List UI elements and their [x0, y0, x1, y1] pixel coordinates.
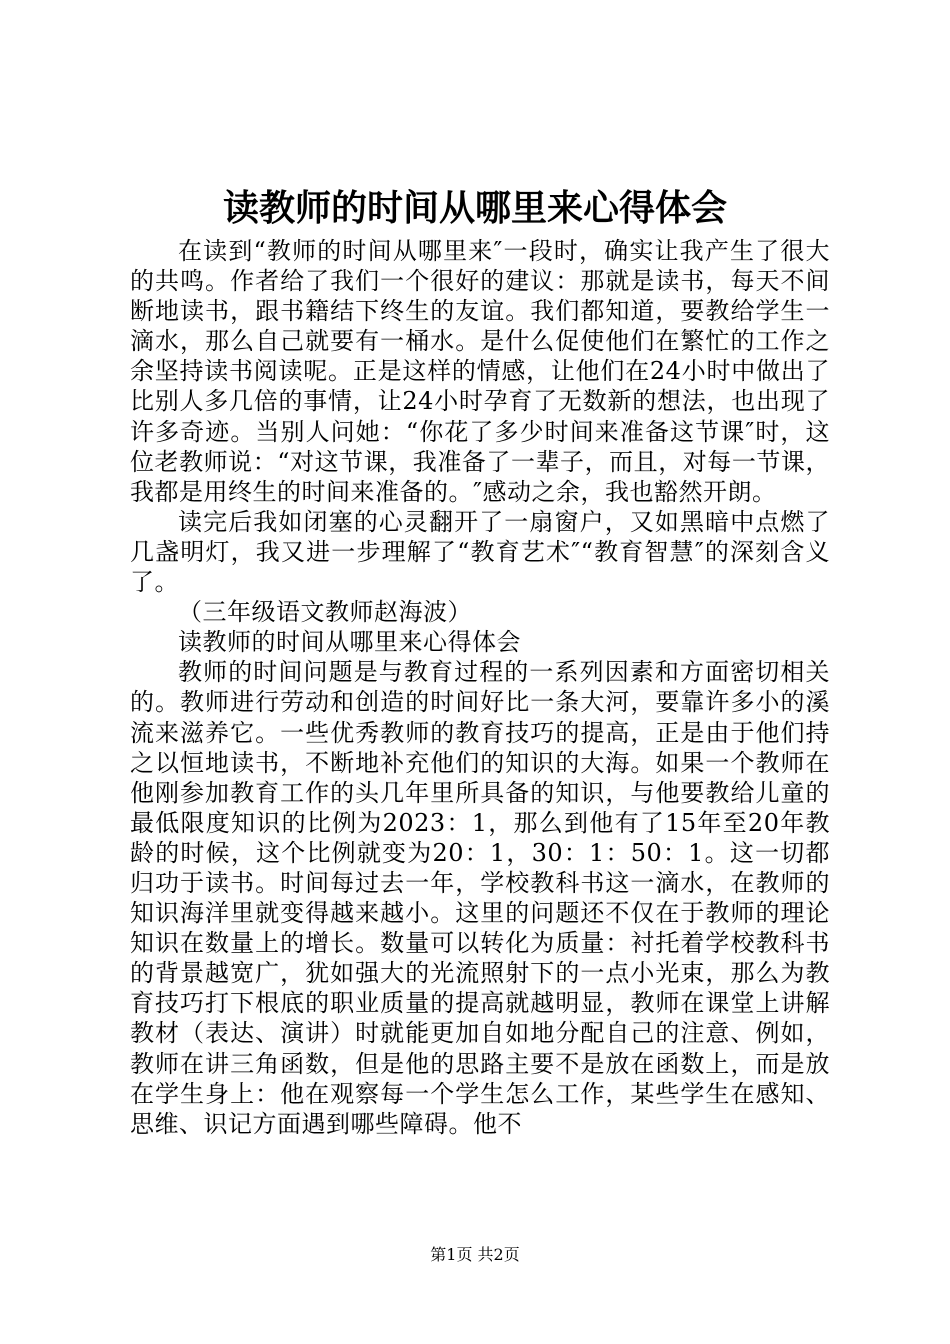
- page-footer: 第1页 共2页: [430, 1245, 520, 1264]
- paragraph-2: 读完后我如闭塞的心灵翻开了一扇窗户，又如黑暗中点燃了几盏明灯，我又进一步理解了“教育艺术″“教育智慧″的深刻含义了。: [130, 507, 830, 597]
- paragraph-3: 教师的时间问题是与教育过程的一系列因素和方面密切相关的。教师进行劳动和创造的时间好比一条大河，要靠许多小的溪流来滋养它。一些优秀教师的教育技巧的提高，正是由于他们持之以恒地读书，不断地补充他们的知识的大海。如果一个教师在他刚参加教育工作的头几年里所具备的知识，与他要教给儿童的最低限度知识的比例为2023：1，那么到他有了15年至20年教龄的时候，这个比例就变为20：1，30：1：50：1。这一切都归功于读书。时间每过去一年，学校教科书这一滴水，在教师的知识海洋里就变得越来越小。这里的问题还不仅在于教师的理论知识在数量上的增长。数量可以转化为质量：衬托着学校教科书的背景越宽广，犹如强大的光流照射下的一点小光束，那么为教育技巧打下根底的职业质量的提高就越明显，教师在课堂上讲解教材（表达、演讲）时就能更加自如地分配自己的注意、例如，教师在讲三角函数，但是他的思路主要不是放在函数上，而是放在学生身上：他在观察每一个学生怎么工作，某些学生在感知、思维、识记方面遇到哪些障碍。他不: [130, 658, 830, 1138]
- page-title: 读教师的时间从哪里来心得体会: [222, 188, 727, 229]
- section-heading: 读教师的时间从哪里来心得体会: [178, 628, 521, 657]
- document-body: [130, 236, 830, 1139]
- paragraph-1: 在读到“教师的时间从哪里来″一段时，确实让我产生了很大的共鸣。作者给了我们一个很好的建议：那就是读书，每天不间断地读书，跟书籍结下终生的友谊。我们都知道，要教给学生一滴水，那么自己就要有一桶水。是什么促使他们在繁忙的工作之余坚持读书阅读呢。正是这样的情感，让他们在24小时中做出了比别人多几倍的事情，让24小时孕育了无数新的想法，也出现了许多奇迹。当别人问她：“你花了多少时间来准备这节课″时，这位老教师说：“对这节课，我准备了一辈子，而且，对每一节课，我都是用终生的时间来准备的。″感动之余，我也豁然开朗。: [130, 237, 830, 506]
- author-line: （三年级语文教师赵海波）: [178, 598, 472, 627]
